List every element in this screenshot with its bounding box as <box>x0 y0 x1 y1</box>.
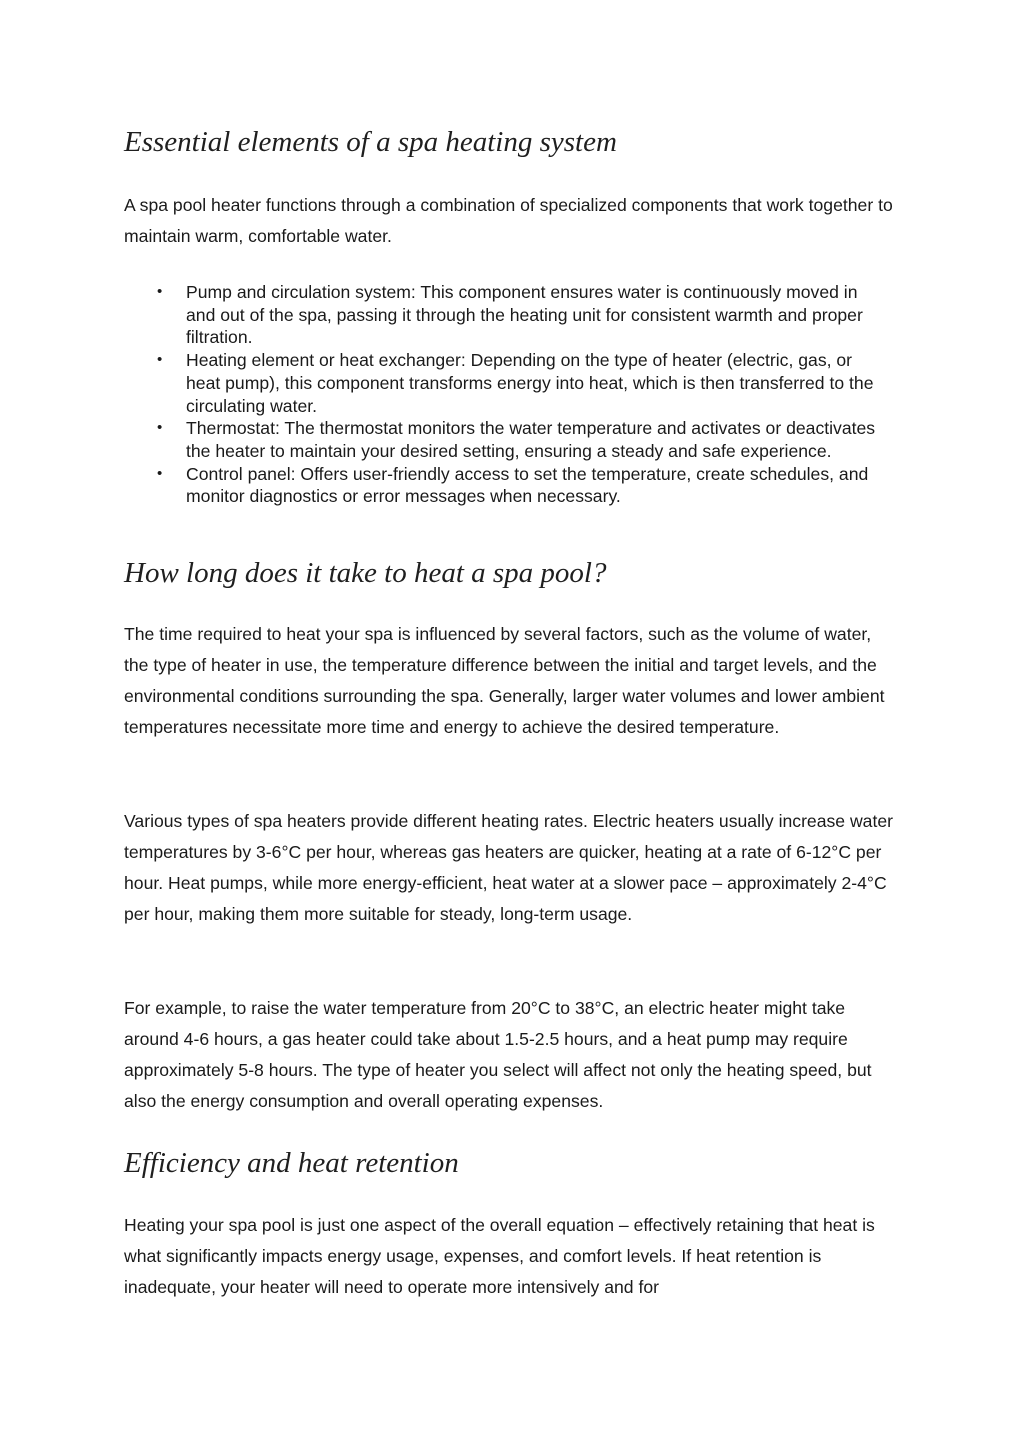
intro-paragraph: A spa pool heater functions through a combination of specialized components that work together to maintain warm, comfortable water. <box>124 195 893 246</box>
list-item <box>157 349 886 417</box>
list-item-text: Control panel: Offers user-friendly access to set the temperature, create schedules, and monitor diagnostics or error messages when necessary. <box>186 463 869 507</box>
heading-spa-heating-elements: Essential elements of a spa heating system <box>124 126 617 158</box>
bullet-icon: • <box>157 419 163 437</box>
list-item <box>157 417 886 462</box>
bullet-icon: • <box>157 464 163 482</box>
list-item-text: Pump and circulation system: This component ensures water is continuously moved in and out of the spa, passing it through the heating unit for consistent warmth and proper filtration. <box>186 282 863 348</box>
bullet-icon: • <box>157 351 163 369</box>
body-paragraph: The time required to heat your spa is influenced by several factors, such as the volume of water, the type of heater in use, the temperature difference between the initial and target levels, and the environmental conditions surrounding the spa. Generally, larger water volumes and lower ambient temperatures necessitate more time and energy to achieve the desired temperature. <box>124 624 885 737</box>
list-item-text: Thermostat: The thermostat monitors the water temperature and activates or deactivates the heater to maintain your desired setting, ensuring a steady and safe experience. <box>186 418 876 461</box>
list-item <box>157 463 886 508</box>
list-item-text: Heating element or heat exchanger: Depending on the type of heater (electric, gas, or heat pump), this component transforms energy into heat, which is then transferred to the circulating water. <box>186 350 874 416</box>
body-paragraph: Various types of spa heaters provide different heating rates. Electric heaters usually increase water temperatures by 3-6°C per hour, whereas gas heaters are quicker, heating at a rate of 6-12°C per hour. Heat pumps, while more energy-efficient, heat water at a slower pace – approximately 2-4°C per hour, making them more suitable for steady, long-term usage. <box>124 811 893 924</box>
body-paragraph: For example, to raise the water temperature from 20°C to 38°C, an electric heater might take around 4-6 hours, a gas heater could take about 1.5-2.5 hours, and a heat pump may require approximately 5-8 hours. The type of heater you select will affect not only the heating speed, but also the energy consumption and overall operating expenses. <box>124 998 872 1111</box>
heading-efficiency: Efficiency and heat retention <box>124 1147 459 1179</box>
components-list <box>157 281 886 508</box>
list-item <box>157 281 886 349</box>
heading-heating-time: How long does it take to heat a spa pool? <box>124 557 607 589</box>
body-paragraph: Heating your spa pool is just one aspect of the overall equation – effectively retaining that heat is what significantly impacts energy usage, expenses, and comfort levels. If heat retention is inadequate, your heater will need to operate more intensively and for <box>124 1215 875 1297</box>
bullet-icon: • <box>157 283 163 300</box>
